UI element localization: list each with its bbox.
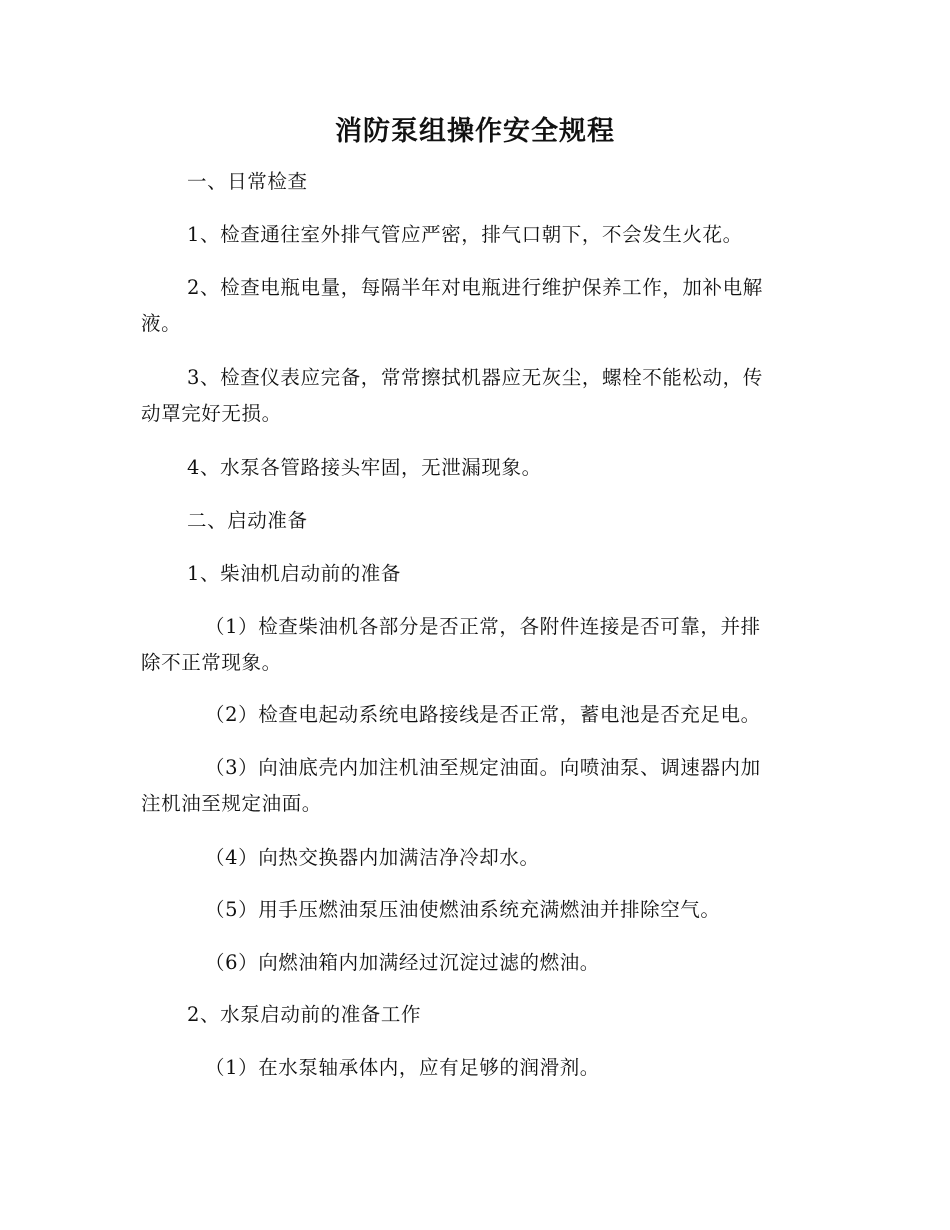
text-line: 除不正常现象。 bbox=[141, 651, 282, 674]
text-line: 3、检查仪表应完备，常常擦拭机器应无灰尘，螺栓不能松动，传 bbox=[187, 366, 763, 389]
paragraph-pump-prep bbox=[141, 997, 811, 1033]
text-line: 4、水泵各管路接头牢固，无泄漏现象。 bbox=[187, 456, 542, 479]
text-line: 注机油至规定油面。 bbox=[141, 792, 322, 815]
text-line: 液。 bbox=[141, 312, 182, 335]
section-heading-daily-check bbox=[141, 164, 811, 200]
paragraph-exhaust-pipe bbox=[141, 217, 811, 253]
document-title: 消防泵组操作安全规程 bbox=[335, 116, 615, 147]
paragraph-diesel-prep bbox=[141, 556, 811, 592]
text-line: （5）用手压燃油泵压油使燃油系统充满燃油并排除空气。 bbox=[205, 898, 721, 921]
text-line: 2、检查电瓶电量，每隔半年对电瓶进行维护保养工作，加补电解 bbox=[187, 276, 763, 299]
text-line: 一、日常检查 bbox=[187, 170, 308, 193]
text-line: 1、检查通往室外排气管应严密，排气口朝下，不会发生火花。 bbox=[187, 223, 743, 246]
text-line: （1）在水泵轴承体内，应有足够的润滑剂。 bbox=[205, 1056, 600, 1079]
paragraph-cooling-water bbox=[141, 840, 811, 876]
text-line: 动罩完好无损。 bbox=[141, 402, 282, 425]
paragraph-engine-oil bbox=[141, 750, 811, 822]
text-line: （4）向热交换器内加满洁净冷却水。 bbox=[205, 846, 540, 869]
paragraph-diesel-check bbox=[141, 609, 811, 681]
text-line: （6）向燃油箱内加满经过沉淀过滤的燃油。 bbox=[205, 951, 600, 974]
paragraph-fuel-pump bbox=[141, 892, 811, 928]
text-line: （3）向油底壳内加注机油至规定油面。向喷油泵、调速器内加 bbox=[205, 756, 761, 779]
paragraph-electric-start bbox=[141, 697, 811, 733]
text-line: （2）检查电起动系统电路接线是否正常，蓄电池是否充足电。 bbox=[205, 703, 761, 726]
text-line: 1、柴油机启动前的准备 bbox=[187, 562, 402, 585]
paragraph-battery bbox=[141, 270, 811, 342]
paragraph-fuel-tank bbox=[141, 945, 811, 981]
text-line: 2、水泵启动前的准备工作 bbox=[187, 1003, 422, 1026]
section-heading-startup-prep bbox=[141, 503, 811, 539]
paragraph-pipe-joints bbox=[141, 450, 811, 486]
paragraph-instruments bbox=[141, 360, 811, 432]
paragraph-bearing-lubricant bbox=[141, 1050, 811, 1086]
text-line: （1）检查柴油机各部分是否正常，各附件连接是否可靠，并排 bbox=[205, 615, 761, 638]
text-line: 二、启动准备 bbox=[187, 509, 308, 532]
